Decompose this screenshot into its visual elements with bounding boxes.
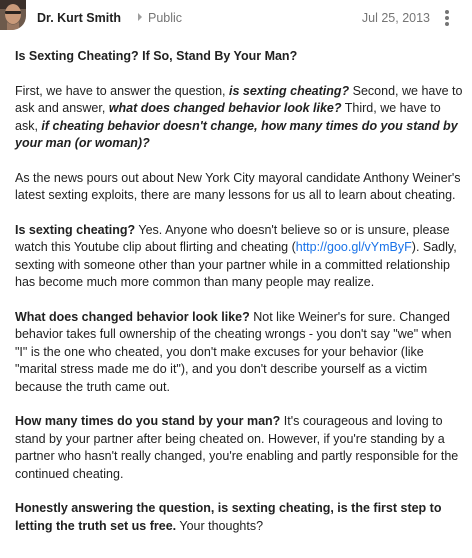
post-header [0, 0, 472, 34]
post-paragraph-4: What does changed behavior look like? Not like Weiner's for sure. Changed behavior takes full ownership of the cheating wrongs - you don't say "we" when "I" is the one who cheated, you don't make excuses for your behavior (like "marital stress made me do it"), and you don't describe yourself as a victim because the truth came out. [15, 309, 452, 394]
post-audience[interactable]: Public [148, 11, 183, 25]
post-paragraph-6: Honestly answering the question, is sexting cheating, is the first step to letting the truth set us free. Your thoughts? [15, 501, 442, 533]
caret-right-icon [138, 13, 142, 21]
post-paragraph-3: Is sexting cheating? Yes. Anyone who doesn't believe so or is unsure, please watch this Youtube clip about flirting and cheating (http://goo.gl/vYmByF). Sadly, sexting with someone other than your partner while in a committed relationship has become much more common than many people may realize. [15, 222, 457, 289]
youtube-clip-link[interactable]: http://goo.gl/vYmByF [295, 240, 412, 254]
post-paragraph-5: How many times do you stand by your man? It's courageous and loving to stand by your partner after being cheated on. However, if you're standing by a partner who hasn't really changed, you're enabling and partly responsible for the continued cheating. [15, 414, 459, 481]
post-body [15, 48, 465, 552]
person-avatar-icon [0, 0, 26, 30]
post-title: Is Sexting Cheating? If So, Stand By Your Man? [15, 49, 298, 63]
post-paragraph-2: As the news pours out about New York City mayoral candidate Anthony Weiner's latest sexting exploits, there are many lessons for us all to learn about cheating. [15, 170, 461, 202]
post-paragraph-1: First, we have to answer the question, is sexting cheating? Second, we have to ask and answer, what does changed behavior look like? Third, we have to ask, if cheating behavior doesn't change, how many times do you stand by your man (or woman)? [15, 83, 463, 150]
author-name[interactable]: Dr. Kurt Smith [37, 11, 122, 25]
author-avatar[interactable] [0, 0, 26, 30]
post-date[interactable]: Jul 25, 2013 [361, 11, 430, 25]
more-vert-icon[interactable] [444, 10, 450, 26]
